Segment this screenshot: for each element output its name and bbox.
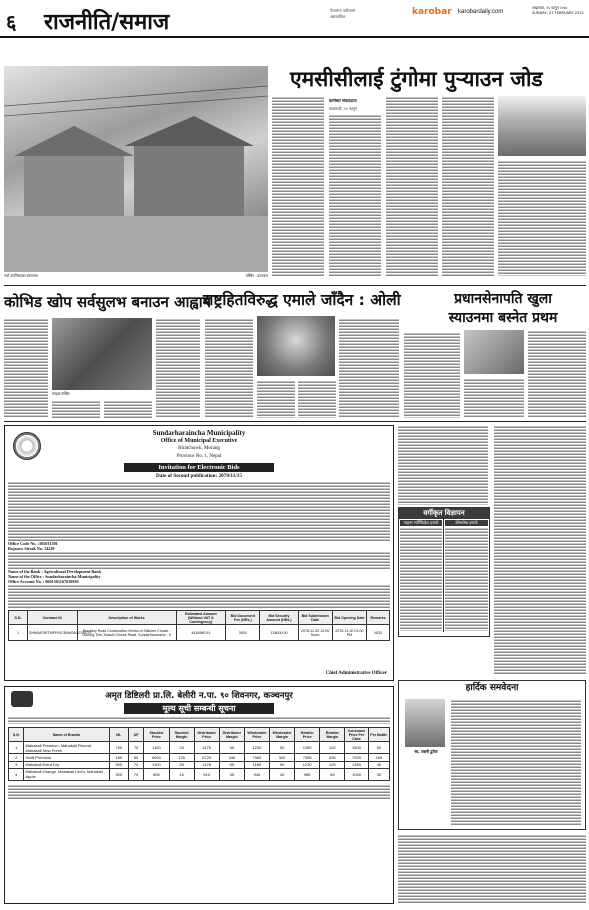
classified-left-title: माइनर सर्टिफिकेट हरायो	[400, 520, 442, 526]
price-cell: Mahakali Extra Dry	[24, 761, 109, 768]
story2-col1	[4, 318, 48, 418]
price-cell: 15	[169, 768, 194, 780]
price-cell: 1100	[144, 761, 169, 768]
price-cell: 945	[244, 768, 269, 780]
price-cell: 910	[194, 768, 219, 780]
price-header-cell: Stockist Margin	[169, 728, 194, 742]
story2-col4	[156, 318, 200, 418]
story4-photo	[464, 330, 524, 374]
price-cell: 895	[144, 768, 169, 780]
account-no: Office Account No. : 0601501167630030	[8, 579, 79, 584]
price-cell: 1180	[244, 761, 269, 768]
price-header-cell: Name of Brands	[24, 728, 109, 742]
price-cell: 50	[270, 761, 295, 768]
price-cell: 320	[270, 754, 295, 761]
price-table-row	[9, 761, 390, 768]
tender-notice	[4, 425, 394, 681]
price-notice-footnotes	[8, 784, 390, 800]
story3-photo	[257, 316, 335, 376]
story1-col2	[329, 114, 381, 276]
story1-col1	[272, 96, 324, 276]
price-table-body	[9, 728, 390, 781]
notice-body-1	[8, 481, 390, 541]
price-header-cell: Wholesaler Margin	[270, 728, 295, 742]
story3-headline: राष्ट्रहितविरुद्ध एमाले जाँदैन : ओली	[203, 291, 401, 309]
price-header-cell: Distributor Margin	[219, 728, 244, 742]
price-cell: Mahakali Premium, Mahakali Flavour, Mahakali New Fresh	[24, 742, 109, 754]
main-photo-caption	[4, 274, 268, 280]
photo-credit: तस्बिर : उज्ज्वल	[245, 274, 268, 278]
price-cell: 120	[320, 742, 345, 754]
masthead	[0, 0, 589, 38]
classified-left-body	[400, 527, 442, 631]
price-cell: 1500	[345, 742, 368, 754]
notice-office: Office of Municipal Executive	[160, 438, 238, 444]
price-header-cell: Wholesaler Price	[244, 728, 269, 742]
notice-place: Biratchowk, Morang	[178, 446, 220, 451]
price-header-cell: Distributor Price	[194, 728, 219, 742]
story4-col2	[464, 378, 524, 418]
price-cell: 45	[368, 761, 389, 768]
tender-header-cell: Bid Submission Date	[298, 611, 332, 625]
price-cell: 1050	[345, 768, 368, 780]
tender-cell: 3000	[226, 625, 260, 641]
price-cell: 70	[128, 761, 143, 768]
price-header-cell: UP	[128, 728, 143, 742]
price-cell: 7385	[295, 754, 320, 761]
price-cell: 50	[270, 742, 295, 754]
price-cell: 1230	[295, 761, 320, 768]
price-header-cell: ML	[109, 728, 128, 742]
obituary-body	[451, 699, 581, 825]
price-header-cell: Stockist Price	[144, 728, 169, 742]
tender-header-cell: Remarks	[367, 611, 390, 625]
price-cell: 1175	[194, 742, 219, 754]
story1-byline: कारोबार संवाददाता	[329, 98, 357, 103]
tagline-line-1: नेपालमा नवीनतम	[330, 8, 356, 13]
price-table-row	[9, 768, 390, 780]
price-notice-intro	[8, 716, 390, 724]
tender-cell: 4416980.91	[176, 625, 226, 641]
section-title: राजनीति/समाज	[44, 9, 170, 35]
right-story-col1	[398, 425, 488, 505]
story4-col1	[404, 332, 460, 418]
notice-title: Invitation for Electronic Bids	[124, 463, 274, 472]
company-logo	[11, 691, 33, 707]
price-cell: Swift Premium	[24, 754, 109, 761]
price-cell: 535	[320, 754, 345, 761]
tender-cell: NCB	[367, 625, 390, 641]
price-header-cell: Per Bottle	[368, 728, 389, 742]
story1-col4	[442, 96, 494, 276]
price-cell: 35	[219, 768, 244, 780]
caption-text: नयाँ उपनिषदका प्रांगणमा	[4, 274, 38, 278]
notice-subtitle: Date of Second publication: 2078/11/15	[156, 473, 242, 479]
tender-header-cell: Bid Security Amount (NRs.)	[260, 611, 298, 625]
price-cell: 1230	[244, 742, 269, 754]
classifieds-box	[398, 507, 490, 637]
tender-cell: SHM/MOR/TMPP/NCB/W/08/2078/079	[28, 625, 78, 641]
notice-body-2	[8, 551, 390, 569]
price-header-cell: Retailer Margin	[320, 728, 345, 742]
story1-headline: एमसीसीलाई टुंगोमा पुऱ्याउन जोड	[290, 67, 543, 91]
price-cell: 300	[109, 768, 128, 780]
main-photo	[4, 66, 268, 272]
date-block	[532, 6, 587, 16]
tender-cell: Blacktop Road Construction Works of Sikkime Chowk - Gurung Tole-Tulashi Chowk Road, Sundarharaincha - 5	[77, 625, 176, 641]
price-cell: 125	[169, 754, 194, 761]
price-cell: 7065	[244, 754, 269, 761]
price-cell: 6600	[144, 754, 169, 761]
price-cell: 50	[368, 742, 389, 754]
bank-name: Name of the Bank : Agricultural Development Bank	[8, 569, 101, 574]
notice-signature: Chief Administrative Officer	[325, 671, 387, 676]
price-cell: 985	[295, 768, 320, 780]
story4-col3	[528, 330, 586, 418]
price-header-cell: Retailer Price	[295, 728, 320, 742]
tender-cell: 128000.00	[260, 625, 298, 641]
story1-dateline: काठमाडौं, १४ फागुन	[329, 106, 358, 111]
tender-cell: 2078-11-30 01:00 PM	[332, 625, 366, 641]
story1-col3	[386, 96, 438, 276]
story3-col4	[339, 318, 399, 418]
price-cell: 300	[109, 761, 128, 768]
notice-province: Province No. 1, Nepal	[176, 454, 222, 459]
tender-table-header	[9, 611, 390, 625]
price-cell: 7920	[345, 754, 368, 761]
brand-logo: karobar	[412, 7, 452, 17]
price-cell: 6725	[194, 754, 219, 761]
tender-cell: 1	[9, 625, 28, 641]
notice-org: Sundarharaincha Municipality	[152, 429, 246, 437]
story4-headline-line-1: प्रधानसेनापति खुला	[454, 291, 552, 307]
classifieds-header: वर्गीकृत विज्ञापन	[399, 508, 489, 519]
story2-col3	[104, 400, 152, 418]
site-url: karobardaily.com	[458, 9, 504, 15]
tender-header-cell: Estimated Amount (Without VAT & Contingency)	[176, 611, 226, 625]
tender-header-cell: Description of Works	[77, 611, 176, 625]
rojasow-no: Rojasow Sirsak No. 14229	[8, 546, 55, 551]
story2-photo	[52, 318, 152, 390]
price-header-cell: Consumer Price Per Case	[345, 728, 368, 742]
tender-table	[8, 610, 390, 641]
price-notice-subtitle: मूल्य सूची सम्बन्धी सूचना	[124, 703, 274, 714]
price-cell: 55	[219, 761, 244, 768]
price-cell: 1350	[345, 761, 368, 768]
story3-col2	[257, 380, 295, 418]
story1-col5	[498, 160, 586, 276]
municipality-emblem	[13, 432, 41, 460]
price-cell: 40	[270, 768, 295, 780]
price-cell: 1	[9, 742, 24, 754]
tender-header-cell: Bid Document Fee (NRs.)	[226, 611, 260, 625]
price-cell: 120	[320, 761, 345, 768]
story2-caption: फाइल तस्बिर	[52, 392, 70, 396]
price-table	[8, 727, 390, 781]
notice-body-3	[8, 584, 390, 608]
classified-right-title: बीमालेख हरायो	[445, 520, 488, 526]
story1-side-photo	[498, 96, 586, 156]
story2-headline: कोभिड खोप सर्वसुलभ बनाउन आह्वान	[4, 293, 211, 311]
price-cell: 180	[109, 754, 128, 761]
price-cell: 750	[109, 742, 128, 754]
price-cell: 35	[368, 768, 389, 780]
tender-header-cell: S.N.	[9, 611, 28, 625]
tagline-line-2: अद्यावधिक	[330, 14, 346, 19]
date-english: SUNDAY, 27 FEBRUARY 2022	[532, 11, 584, 15]
price-cell: 1125	[194, 761, 219, 768]
right-story-col3	[398, 834, 586, 904]
price-cell: 1150	[144, 742, 169, 754]
divider-2	[4, 421, 586, 422]
tender-cell: 2078-11-30 12:00 Noon	[298, 625, 332, 641]
temple-illustration	[4, 66, 268, 272]
story4-headline	[420, 290, 586, 328]
price-notice-title: अमृत डिष्टिलरी प्रा.लि. बेलीरी न.पा. ९० शिवनगर, कञ्चनपुर	[105, 691, 293, 701]
right-story-col2	[494, 425, 586, 675]
office-code: Office Code No. :305031301	[8, 541, 58, 546]
price-cell: 55	[219, 742, 244, 754]
page-number: ६	[6, 10, 17, 34]
price-table-row	[9, 742, 390, 754]
tender-table-row	[9, 625, 390, 641]
price-cell: Mahakali Orange, Mahakali Litchi, Mahakali Apple	[24, 768, 109, 780]
price-cell: 70	[128, 768, 143, 780]
price-cell: 165	[368, 754, 389, 761]
price-cell: 50	[128, 754, 143, 761]
obituary-photo	[405, 699, 445, 747]
price-cell: 70	[128, 742, 143, 754]
story2-col2	[52, 400, 100, 418]
price-table-row	[9, 754, 390, 761]
story3-col1	[205, 318, 253, 418]
price-cell: 4	[9, 768, 24, 780]
price-notice	[4, 686, 394, 904]
obituary-box	[398, 680, 586, 830]
price-table-header	[9, 728, 390, 742]
date-nepali: आइतबार, १५ फागुन २०७८	[532, 6, 568, 10]
story3-col3	[298, 380, 336, 418]
obituary-name: स्व. लक्ष्मी ढुंगेल	[414, 749, 438, 754]
tender-header-cell: Bid Opening Date	[332, 611, 366, 625]
price-cell: 340	[219, 754, 244, 761]
price-cell: 2	[9, 754, 24, 761]
price-cell: 25	[169, 742, 194, 754]
tagline	[330, 8, 400, 20]
price-cell: 1280	[295, 742, 320, 754]
price-cell: 25	[169, 761, 194, 768]
tender-header-cell: Contract ID	[28, 611, 78, 625]
price-cell: 65	[320, 768, 345, 780]
price-header-cell: S.N.	[9, 728, 24, 742]
price-cell: 3	[9, 761, 24, 768]
classified-right-body	[445, 527, 488, 631]
divider-1	[4, 285, 586, 286]
story4-headline-line-2: स्याउनमा बस्नेत प्रथम	[448, 310, 558, 326]
obituary-title: हार्दिक समवेदना	[465, 683, 519, 693]
office-name: Name of the Office : Sundarharaincha Municipality	[8, 574, 101, 579]
